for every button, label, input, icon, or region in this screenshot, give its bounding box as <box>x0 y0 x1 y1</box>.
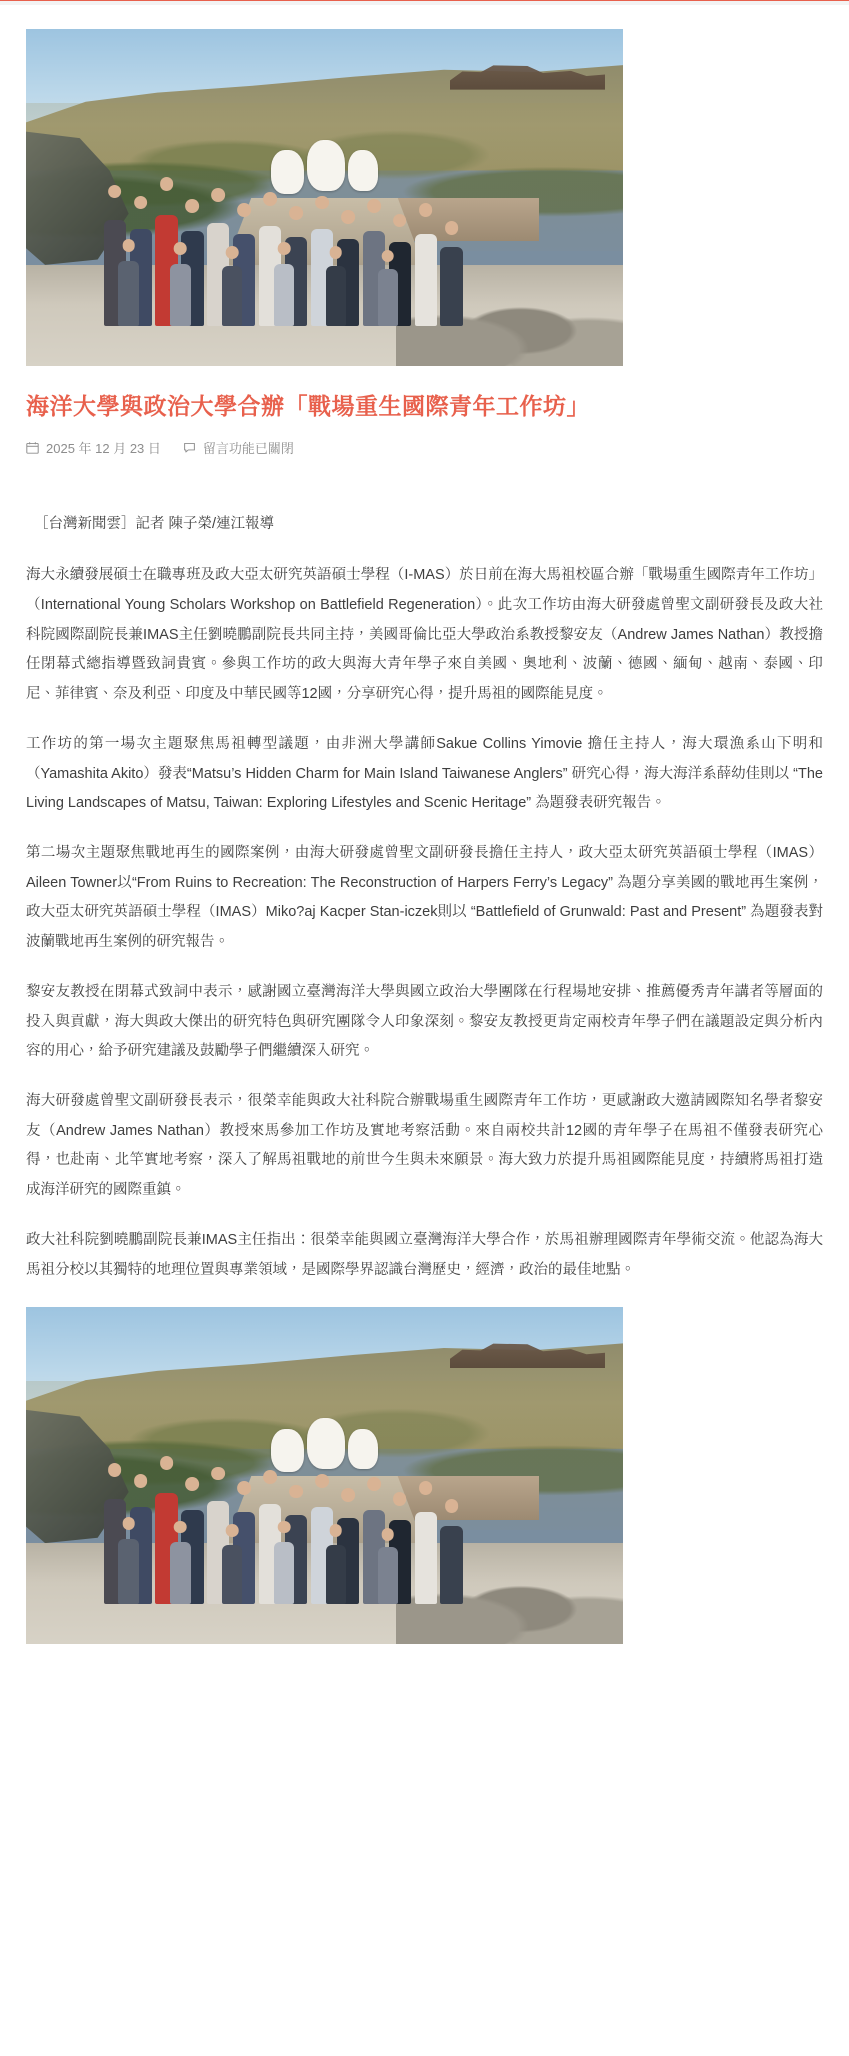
article-paragraph: 工作坊的第一場次主題聚焦馬祖轉型議題，由非洲大學講師Sakue Collins Yimovie 擔任主持人，海大環漁系山下明和（Yamashita Akito）發表“Matsu’s Hidden Charm for Main Island Taiwanese Anglers” 研究心得，海大海洋系薛幼佳則以 “The Living Landscapes of Matsu, Taiwan: Exploring Lifestyles and Scenic Heritage” 為題發表研究報告。 <box>26 735 823 812</box>
page-title: 海洋大學與政治大學合辦「戰場重生國際青年工作坊」 <box>26 393 590 419</box>
photo-group-of-people <box>104 1469 474 1604</box>
article-paragraph: 海大研發處曾聖文副研發長表示，很榮幸能與政大社科院合辦戰場重生國際青年工作坊，更感謝政大邀請國際知名學者黎安友（Andrew James Nathan）教授來馬參加工作坊及實地考察活動。來自兩校共計12國的青年學子在馬祖不僅發表研究心得，也赴南、北竿實地考察，深入了解馬祖戰地的前世今生與未來願景。海大致力於提升馬祖國際能見度，持續將馬祖打造成海洋研究的國際重鎮。 <box>26 1092 823 1199</box>
workshop-group-photo-bottom <box>26 1307 623 1644</box>
article-paragraph: 第二場次主題聚焦戰地再生的國際案例，由海大研發處曾聖文副研發長擔任主持人，政大亞太研究英語碩士學程（IMAS）Aileen Towner以“From Ruins to Recreation: The Reconstruction of Harpers Ferry’s Legacy” 為題分享美國的戰地再生案例，政大亞太研究英語碩士學程（IMAS）Miko?aj Kacper Stan-iczek則以 “Battlefield of Grunwald: Past and Present” 為題發表對波蘭戰地再生案例的研究報告。 <box>26 844 823 951</box>
calendar-icon <box>26 441 39 454</box>
meta-comments-label: 留言功能已關閉 <box>202 441 294 457</box>
meta-date <box>26 438 161 457</box>
photo-group-of-people <box>104 191 474 326</box>
article-meta <box>26 438 823 457</box>
meta-divider <box>26 475 823 476</box>
article-paragraph: 政大社科院劉曉鵬副院長兼IMAS主任指出：很榮幸能與國立臺灣海洋大學合作，於馬祖辦理國際青年學術交流。他認為海大馬祖分校以其獨特的地理位置與專業領域，是國際學界認識台灣歷史，經濟，政治的最佳地點。 <box>26 1231 823 1278</box>
workshop-group-photo-top <box>26 29 623 366</box>
meta-date-label: 2025 年 12 月 23 日 <box>46 441 161 457</box>
photo-deer-statue <box>307 140 346 191</box>
photo-deer-statue <box>348 1429 378 1469</box>
photo-deer-statue <box>271 1429 304 1473</box>
photo-deer-statue <box>348 150 378 190</box>
article-paragraph: 黎安友教授在閉幕式致詞中表示，感謝國立臺灣海洋大學與國立政治大學團隊在行程場地安排、推薦優秀青年講者等層面的投入與貢獻，海大與政大傑出的研究特色與研究團隊令人印象深刻。黎安友教授更肯定兩校青年學子們在議題設定與分析內容的用心，給予研究建議及鼓勵學子們繼續深入研究。 <box>26 983 823 1060</box>
page-top-rule <box>0 0 849 5</box>
article-content <box>0 29 849 1644</box>
photo-deer-statue <box>271 150 304 194</box>
meta-comments <box>183 438 294 457</box>
photo-canvas-top <box>26 29 623 366</box>
article-body <box>26 561 823 1285</box>
article-paragraph: 海大永續發展碩士在職專班及政大亞太研究英語碩士學程（I-MAS）於日前在海大馬祖校區合辦「戰場重生國際青年工作坊」（International Young Scholars Workshop on Battlefield Regeneration）。此次工作坊由海大研發處曾聖文副研發長及政大社科院國際副院長兼IMAS主任劉曉鵬副院長共同主持，美國哥倫比亞大學政治系教授黎安友（Andrew James Nathan）教授擔任閉幕式總指導暨致詞貴賓。參與工作坊的政大與海大青年學子來自美國、奧地利、波蘭、德國、緬甸、越南、泰國、印尼、菲律賓、奈及利亞、印度及中華民國等12國，分享研究心得，提升馬祖的國際能見度。 <box>26 567 823 703</box>
article-lead: ［台灣新聞雲］記者 陳子榮/連江報導 <box>34 516 275 533</box>
photo-deer-statue <box>307 1418 346 1469</box>
comment-icon <box>183 441 196 454</box>
photo-canvas-bottom <box>26 1307 623 1644</box>
